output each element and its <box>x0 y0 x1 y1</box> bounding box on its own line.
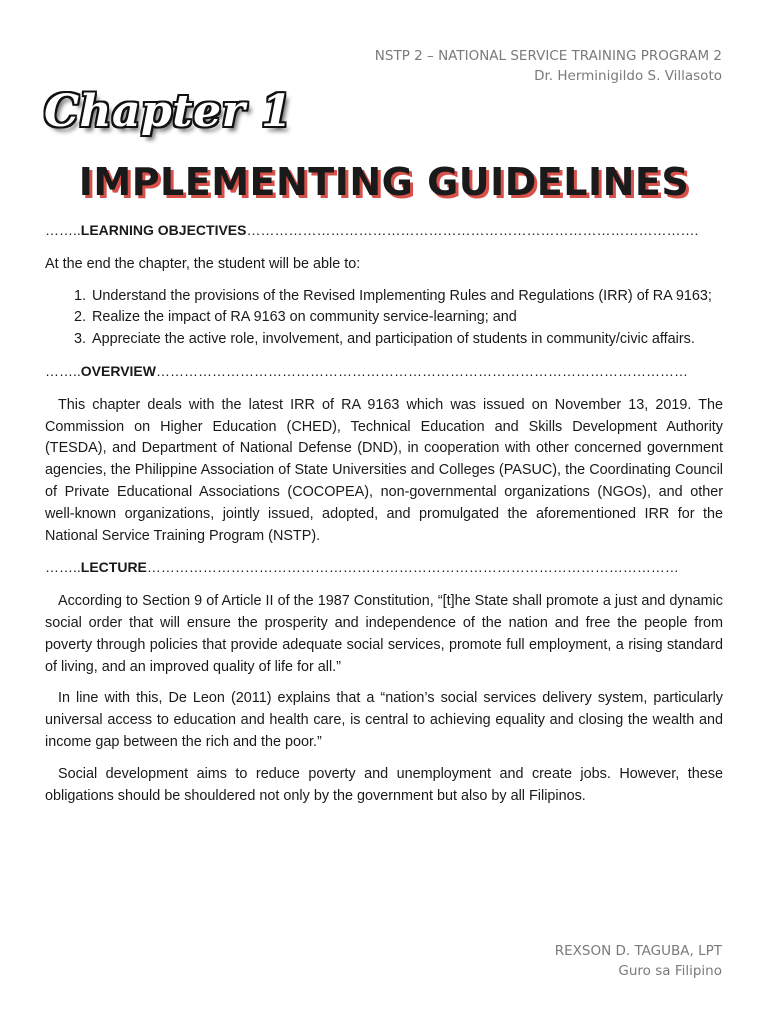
chapter-heading: Chapter 1 <box>44 86 293 137</box>
overview-label: OVERVIEW <box>80 362 156 379</box>
lecture-paragraph: According to Section 9 of Article II of the 1987 Constitution, “[t]he State shall promote a just and dynamic social order that will ensure the prosperity and independence of the nation and free the people from poverty through policies that provide adequate social services, promote full employment, a rising standard of living, and an improved quality of life for all.” <box>45 593 723 675</box>
page-header <box>375 46 722 86</box>
objectives-heading <box>45 220 723 242</box>
objectives-intro: At the end the chapter, the student will be able to: <box>45 255 361 272</box>
overview-paragraph: This chapter deals with the latest IRR of RA 9163 which was issued on November 13, 2019. The Commission on Higher Education (CHED), Technical Education and Skills Development Authority (TESDA), and Department of National Defense (DND), in cooperation with other concerned government agencies, the Philippine Association of State Universities and Colleges (PASUC), the Coordinating Council of Private Educational Associations (COCOPEA), non-governmental organizations (NGOs), and other well-known organizations, jointly issued, adopted, and promulgated the aforementioned IRR for the National Service Training Program (NSTP). <box>45 396 723 544</box>
page-footer <box>555 941 722 981</box>
footer-author: REXSON D. TAGUBA, LPT <box>554 943 722 959</box>
page-title: IMPLEMENTING GUIDELINES <box>78 160 690 204</box>
list-item: 3. Appreciate the active role, involvement, and participation of students in community/civic affairs. <box>90 329 723 351</box>
course-title: NSTP 2 – NATIONAL SERVICE TRAINING PROGRAM 2 <box>374 48 722 64</box>
heading-leader-dots: …….. <box>45 222 81 238</box>
list-item: 1. Understand the provisions of the Revised Implementing Rules and Regulations (IRR) of RA 9163; <box>90 286 723 308</box>
objectives-label: LEARNING OBJECTIVES <box>80 222 247 238</box>
document-body <box>45 220 723 817</box>
heading-trailing-dots: …………………………………………………………………………………………………… <box>146 559 679 576</box>
footer-role: Guro sa Filipino <box>618 963 722 979</box>
heading-leader-dots: …….. <box>45 362 81 379</box>
lecture-heading <box>45 557 723 579</box>
heading-trailing-dots: ……………………………………………………………………………………. <box>246 222 699 238</box>
lecture-paragraph: In line with this, De Leon (2011) explains that a “nation’s social services delivery system, particularly universal access to education and health care, is central to achieving equality and closing the wealth and income gap between the rich and the poor.” <box>45 690 723 750</box>
lecture-paragraph: Social development aims to reduce poverty and unemployment and create jobs. However, these obligations should be shouldered not only by the government but also by all Filipinos. <box>45 765 723 804</box>
overview-heading <box>45 361 723 383</box>
heading-leader-dots: …….. <box>45 559 81 576</box>
lecture-label: LECTURE <box>80 559 147 576</box>
heading-trailing-dots: …………………………………………………………………………………………………… <box>155 362 688 379</box>
author-name: Dr. Herminigildo S. Villasoto <box>534 68 722 84</box>
list-item: 2. Realize the impact of RA 9163 on community service-learning; and <box>90 307 723 329</box>
objectives-list <box>45 286 723 351</box>
